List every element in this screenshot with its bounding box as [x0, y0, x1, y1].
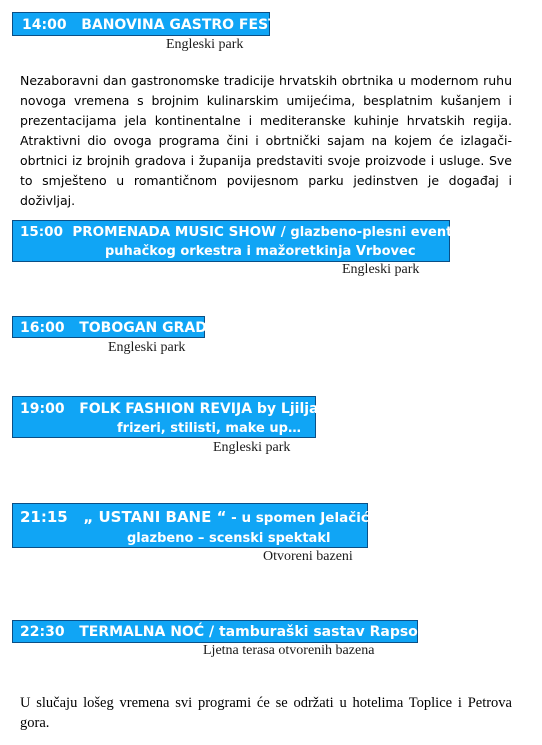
- event-time: 19:00: [20, 401, 65, 417]
- event-box-6: [12, 620, 447, 643]
- event-time: 22:30: [20, 624, 65, 640]
- event-heading-2: [20, 226, 452, 240]
- event-box-4: [12, 396, 338, 438]
- event-title: TERMALNA NOĆ / tamburaški sastav Rapsodija: [79, 624, 447, 640]
- event-time: 16:00: [20, 320, 65, 336]
- event-location-5: Otvoreni bazeni: [263, 549, 353, 564]
- event-heading-6: [20, 625, 447, 639]
- event-subtitle-4: frizeri, stilisti, make up…: [117, 421, 301, 436]
- event-location-4: Engleski park: [213, 440, 291, 455]
- event-box-3: [12, 316, 205, 338]
- event-location-2: Engleski park: [342, 262, 420, 277]
- event-box-2: [12, 220, 453, 262]
- event-title: FOLK FASHION REVIJA by Ljiljana: [79, 401, 338, 417]
- event-title: „ USTANI BANE “: [83, 508, 227, 526]
- event-location-1: Engleski park: [166, 37, 244, 52]
- weather-note: U slučaju lošeg vremena svi programi će se održati u hotelima Toplice i Petrova gora.: [20, 695, 512, 731]
- event-heading-1: [22, 18, 278, 32]
- event-subtitle-2: puhačkog orkestra i mažoretkinja Vrbovec: [105, 244, 416, 259]
- event-time: 21:15: [20, 508, 68, 526]
- intro-paragraph: Nezaboravni dan gastronomske tradicije hrvatskih obrtnika u modernom ruhu novoga vremena s brojnim kulinarskim umijećima, besplatnim kušanjem i prezentacijama jela kontinentalne i mediteranske kuhinje hrvatskih regija. Atraktivni dio ovoga programa čini i obrtnički sajam na kojem će izlagači-obrtnici iz brojnih gradova i županija predstaviti svoje proizvode i usluge. Sve to smješteno u romantičnom povijesnom parku jedinstven je događaj i doživljaj.: [20, 73, 512, 208]
- event-heading-3: [20, 321, 207, 335]
- event-location-6: Ljetna terasa otvorenih bazena: [203, 643, 375, 658]
- event-heading-5: [20, 510, 378, 526]
- event-time: 15:00: [20, 224, 63, 240]
- event-subtitle-5: glazbeno – scenski spektakl: [127, 531, 331, 546]
- event-time: 14:00: [22, 17, 67, 33]
- event-title: BANOVINA GASTRO FEST: [81, 17, 278, 33]
- event-heading-4: [20, 402, 338, 416]
- event-location-3: Engleski park: [108, 340, 186, 355]
- event-box-5: [12, 503, 379, 548]
- event-box-1: [12, 12, 278, 36]
- event-title-rest: glazbeno-plesni event: [290, 225, 453, 240]
- event-title: TOBOGAN GRAD: [79, 320, 207, 336]
- event-title: PROMENADA MUSIC SHOW /: [72, 224, 286, 240]
- event-title-rest: - u spomen Jelačiću: [226, 510, 379, 526]
